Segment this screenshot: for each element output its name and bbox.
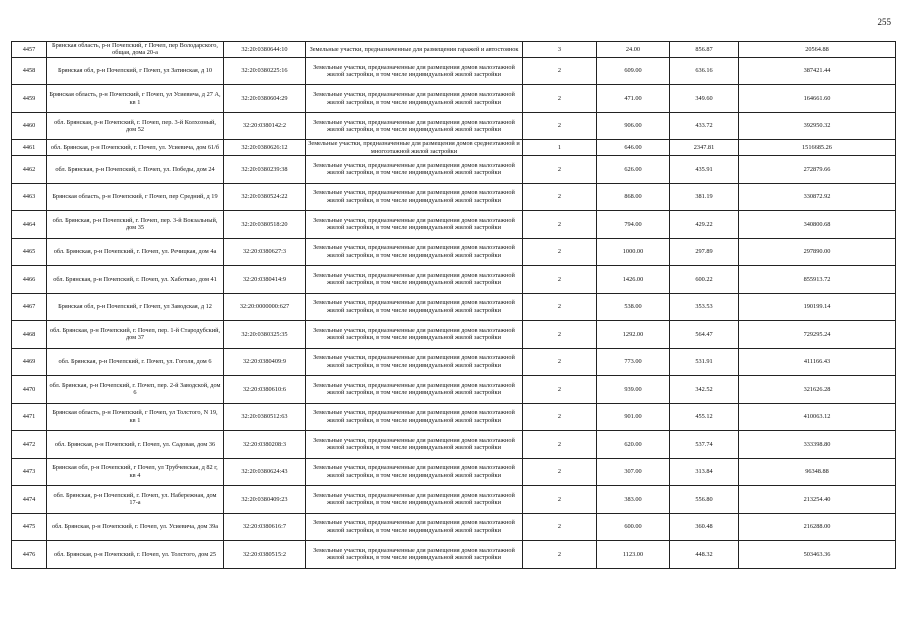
rate-cell: 313.84 [670,458,739,486]
cadastral-number-cell: 32:20:0380515:2 [224,541,306,569]
land-use-cell: Земельные участки, предназначенные для размещения домов малоэтажной жилой застройки, в том числе индивидуальной жилой застройки [306,458,523,486]
group-cell: 2 [523,85,597,113]
row-number-cell: 4463 [12,183,47,211]
row-number-cell: 4471 [12,403,47,431]
row-number-cell: 4460 [12,112,47,140]
group-cell: 2 [523,156,597,184]
table-row [12,183,896,211]
rate-cell: 433.72 [670,112,739,140]
area-cell: 1000.00 [597,238,670,266]
rate-cell: 448.32 [670,541,739,569]
rate-cell: 429.22 [670,211,739,239]
table-row [12,376,896,404]
cadastral-value-cell: 340800.68 [739,211,896,239]
land-use-cell: Земельные участки, предназначенные для размещения домов малоэтажной жилой застройки, в том числе индивидуальной жилой застройки [306,486,523,514]
table-body [12,42,896,569]
row-number-cell: 4459 [12,85,47,113]
group-cell: 2 [523,211,597,239]
rate-cell: 564.47 [670,321,739,349]
land-use-cell: Земельные участки, предназначенные для размещения домов малоэтажной жилой застройки, в том числе индивидуальной жилой застройки [306,85,523,113]
table-row [12,458,896,486]
cadastral-value-cell: 272879.66 [739,156,896,184]
land-use-cell: Земельные участки, предназначенные для размещения домов малоэтажной жилой застройки, в том числе индивидуальной жилой застройки [306,266,523,294]
address-cell: обл. Брянская, р-н Почепский, г. Почеп, ул. Усиевича, дом 61/б [47,140,224,156]
address-cell: Брянская обл, р-н Почепский, г Почеп, ул Затинская, д 10 [47,57,224,85]
row-number-cell: 4472 [12,431,47,459]
table-row [12,541,896,569]
area-cell: 626.00 [597,156,670,184]
rate-cell: 856.87 [670,42,739,58]
row-number-cell: 4461 [12,140,47,156]
cadastral-value-cell: 321626.28 [739,376,896,404]
land-use-cell: Земельные участки, предназначенные для размещения домов малоэтажной жилой застройки, в том числе индивидуальной жилой застройки [306,431,523,459]
cadastral-number-cell: 32:20:0000000:627 [224,293,306,321]
rate-cell: 353.53 [670,293,739,321]
address-cell: обл. Брянская, р-н Почепский, г. Почеп, ул. Толстого, дом 25 [47,541,224,569]
cadastral-value-cell: 411166.43 [739,348,896,376]
rate-cell: 381.19 [670,183,739,211]
row-number-cell: 4474 [12,486,47,514]
address-cell: обл. Брянская, р-н Почепский, г. Почеп, ул. Усиевича, дом 39а [47,513,224,541]
row-number-cell: 4465 [12,238,47,266]
cadastral-value-table [11,41,896,569]
area-cell: 620.00 [597,431,670,459]
table-row [12,112,896,140]
cadastral-value-cell: 330872.92 [739,183,896,211]
cadastral-number-cell: 32:20:0380518:20 [224,211,306,239]
row-number-cell: 4470 [12,376,47,404]
cadastral-number-cell: 32:20:0380409:9 [224,348,306,376]
area-cell: 906.00 [597,112,670,140]
rate-cell: 349.60 [670,85,739,113]
row-number-cell: 4468 [12,321,47,349]
area-cell: 1426.00 [597,266,670,294]
group-cell: 2 [523,541,597,569]
cadastral-number-cell: 32:20:0380626:12 [224,140,306,156]
cadastral-number-cell: 32:20:0380208:3 [224,431,306,459]
cadastral-value-cell: 503463.36 [739,541,896,569]
group-cell: 2 [523,348,597,376]
table-row [12,403,896,431]
rate-cell: 531.91 [670,348,739,376]
land-use-cell: Земельные участки, предназначенные для размещения домов малоэтажной жилой застройки, в том числе индивидуальной жилой застройки [306,513,523,541]
address-cell: Брянская обл, р-н Почепский, г Почеп, ул Заводская, д 12 [47,293,224,321]
group-cell: 3 [523,42,597,58]
area-cell: 939.00 [597,376,670,404]
cadastral-value-cell: 333398.80 [739,431,896,459]
address-cell: обл. Брянская, р-н Почепский, г. Почеп, ул. Набережная, дом 17-а [47,486,224,514]
address-cell: обл. Брянская, р-н Почепский, г. Почеп, пер. 3-й Колхозный, дом 52 [47,112,224,140]
cadastral-number-cell: 32:20:0380409:23 [224,486,306,514]
cadastral-value-cell: 216288.00 [739,513,896,541]
row-number-cell: 4475 [12,513,47,541]
cadastral-number-cell: 32:20:0380414:9 [224,266,306,294]
cadastral-number-cell: 32:20:0380644:10 [224,42,306,58]
table-row [12,156,896,184]
cadastral-value-cell: 213254.40 [739,486,896,514]
table-row [12,321,896,349]
area-cell: 1123.00 [597,541,670,569]
land-use-cell: Земельные участки, предназначенные для размещения гаражей и автостоянок [306,42,523,58]
rate-cell: 600.22 [670,266,739,294]
land-use-cell: Земельные участки, предназначенные для размещения домов малоэтажной жилой застройки, в том числе индивидуальной жилой застройки [306,211,523,239]
group-cell: 1 [523,140,597,156]
rate-cell: 556.80 [670,486,739,514]
cadastral-value-cell: 190199.14 [739,293,896,321]
row-number-cell: 4458 [12,57,47,85]
cadastral-value-cell: 729295.24 [739,321,896,349]
row-number-cell: 4466 [12,266,47,294]
cadastral-value-cell: 96348.88 [739,458,896,486]
group-cell: 2 [523,376,597,404]
table-row [12,513,896,541]
group-cell: 2 [523,238,597,266]
address-cell: Брянская обл, р-н Почепский, г Почеп, ул Трубчевская, д 82 г, кв 4 [47,458,224,486]
table-row [12,85,896,113]
area-cell: 24.00 [597,42,670,58]
area-cell: 794.00 [597,211,670,239]
row-number-cell: 4464 [12,211,47,239]
land-use-cell: Земельные участки, предназначенные для размещения домов малоэтажной жилой застройки, в том числе индивидуальной жилой застройки [306,541,523,569]
cadastral-number-cell: 32:20:0380627:3 [224,238,306,266]
cadastral-number-cell: 32:20:0380524:22 [224,183,306,211]
table-row [12,293,896,321]
area-cell: 1292.00 [597,321,670,349]
cadastral-value-cell: 164661.60 [739,85,896,113]
group-cell: 2 [523,112,597,140]
cadastral-number-cell: 32:20:0380616:7 [224,513,306,541]
address-cell: обл. Брянская, р-н Почепский, г. Почеп, пер. 2-й Заводской, дом 6 [47,376,224,404]
area-cell: 646.00 [597,140,670,156]
table-row [12,42,896,58]
land-use-cell: Земельные участки, предназначенные для размещения домов среднеэтажной и многоэтажной жилой застройки [306,140,523,156]
area-cell: 868.00 [597,183,670,211]
rate-cell: 360.48 [670,513,739,541]
group-cell: 2 [523,293,597,321]
area-cell: 471.00 [597,85,670,113]
cadastral-value-cell: 410063.12 [739,403,896,431]
group-cell: 2 [523,458,597,486]
cadastral-value-cell: 387421.44 [739,57,896,85]
group-cell: 2 [523,321,597,349]
area-cell: 609.00 [597,57,670,85]
rate-cell: 537.74 [670,431,739,459]
cadastral-number-cell: 32:20:0380225:16 [224,57,306,85]
table-row [12,211,896,239]
rate-cell: 455.12 [670,403,739,431]
group-cell: 2 [523,403,597,431]
cadastral-value-cell: 855913.72 [739,266,896,294]
address-cell: обл. Брянская, р-н Почепский, г. Почеп, пер. 3-й Вокзальный, дом 35 [47,211,224,239]
cadastral-number-cell: 32:20:0380624:43 [224,458,306,486]
cadastral-number-cell: 32:20:0380325:35 [224,321,306,349]
row-number-cell: 4467 [12,293,47,321]
address-cell: обл. Брянская, р-н Почепский, г. Почеп, ул. Гоголя, дом 6 [47,348,224,376]
address-cell: обл. Брянская, р-н Почепский, г. Почеп, ул. Речицкая, дом 4а [47,238,224,266]
address-cell: Брянская область, р-н Почепский, г Почеп, ул Толстого, N 19, кв 1 [47,403,224,431]
row-number-cell: 4457 [12,42,47,58]
table-row [12,431,896,459]
cadastral-number-cell: 32:20:0380512:63 [224,403,306,431]
cadastral-value-cell: 297890.00 [739,238,896,266]
table-row [12,140,896,156]
land-use-cell: Земельные участки, предназначенные для размещения домов малоэтажной жилой застройки, в том числе индивидуальной жилой застройки [306,238,523,266]
address-cell: обл. Брянская, р-н Почепский, г. Почеп, ул. Победы, дом 24 [47,156,224,184]
land-use-cell: Земельные участки, предназначенные для размещения домов малоэтажной жилой застройки, в том числе индивидуальной жилой застройки [306,183,523,211]
group-cell: 2 [523,431,597,459]
area-cell: 901.00 [597,403,670,431]
table-row [12,348,896,376]
rate-cell: 636.16 [670,57,739,85]
land-use-cell: Земельные участки, предназначенные для размещения домов малоэтажной жилой застройки, в том числе индивидуальной жилой застройки [306,348,523,376]
cadastral-number-cell: 32:20:0380239:38 [224,156,306,184]
land-use-cell: Земельные участки, предназначенные для размещения домов малоэтажной жилой застройки, в том числе индивидуальной жилой застройки [306,112,523,140]
group-cell: 2 [523,183,597,211]
address-cell: обл. Брянская, р-н Почепский, г. Почеп, пер. 1-й Стародубский, дом 37 [47,321,224,349]
address-cell: обл. Брянская, р-н Почепский, г. Почеп, ул. Хаботкао, дом 41 [47,266,224,294]
group-cell: 2 [523,57,597,85]
page-number: 255 [877,17,891,27]
group-cell: 2 [523,266,597,294]
area-cell: 307.00 [597,458,670,486]
area-cell: 773.00 [597,348,670,376]
table-row [12,238,896,266]
table-row [12,57,896,85]
rate-cell: 2347.81 [670,140,739,156]
land-use-cell: Земельные участки, предназначенные для размещения домов малоэтажной жилой застройки, в том числе индивидуальной жилой застройки [306,376,523,404]
cadastral-value-cell: 1516685.26 [739,140,896,156]
address-cell: Брянская область, р-н Почепский, г Почеп, ул Усиевича, д 27 А, кв 1 [47,85,224,113]
row-number-cell: 4469 [12,348,47,376]
group-cell: 2 [523,486,597,514]
area-cell: 600.00 [597,513,670,541]
rate-cell: 297.89 [670,238,739,266]
rate-cell: 342.52 [670,376,739,404]
cadastral-number-cell: 32:20:0380142:2 [224,112,306,140]
row-number-cell: 4462 [12,156,47,184]
row-number-cell: 4473 [12,458,47,486]
cadastral-number-cell: 32:20:0380610:6 [224,376,306,404]
area-cell: 383.00 [597,486,670,514]
land-use-cell: Земельные участки, предназначенные для размещения домов малоэтажной жилой застройки, в том числе индивидуальной жилой застройки [306,156,523,184]
land-use-cell: Земельные участки, предназначенные для размещения домов малоэтажной жилой застройки, в том числе индивидуальной жилой застройки [306,403,523,431]
land-use-cell: Земельные участки, предназначенные для размещения домов малоэтажной жилой застройки, в том числе индивидуальной жилой застройки [306,321,523,349]
table-row [12,266,896,294]
rate-cell: 435.91 [670,156,739,184]
cadastral-number-cell: 32:20:0380604:29 [224,85,306,113]
cadastral-value-cell: 392950.32 [739,112,896,140]
address-cell: Брянская область, р-н Почепский, г Почеп, пер Володарского, общая, дома 20-а [47,42,224,58]
cadastral-value-cell: 20564.88 [739,42,896,58]
area-cell: 538.00 [597,293,670,321]
row-number-cell: 4476 [12,541,47,569]
address-cell: обл. Брянская, р-н Почепский, г. Почеп, ул. Садовая, дом 36 [47,431,224,459]
group-cell: 2 [523,513,597,541]
table-row [12,486,896,514]
address-cell: Брянская область, р-н Почепский, г Почеп, пер Средний, д 19 [47,183,224,211]
land-use-cell: Земельные участки, предназначенные для размещения домов малоэтажной жилой застройки, в том числе индивидуальной жилой застройки [306,57,523,85]
land-use-cell: Земельные участки, предназначенные для размещения домов малоэтажной жилой застройки, в том числе индивидуальной жилой застройки [306,293,523,321]
